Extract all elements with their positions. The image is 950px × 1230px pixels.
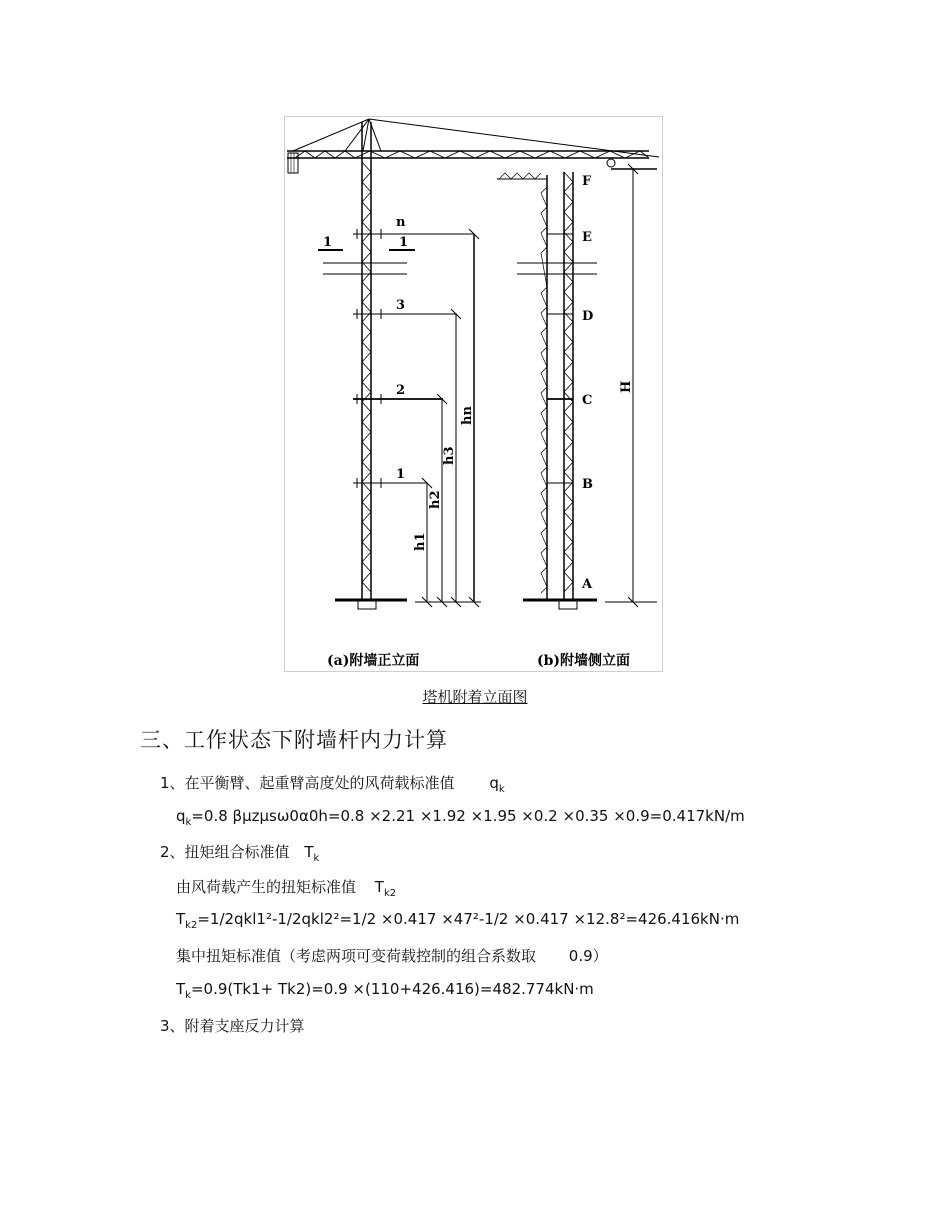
section-title: 三、工作状态下附墙杆内力计算: [140, 728, 448, 752]
label-hn: hn: [460, 406, 475, 425]
label-level-3: 3: [396, 298, 406, 313]
label-H: H: [619, 380, 634, 393]
tower-crane-drawing: [285, 117, 664, 673]
caption-side-elevation: (b)附墙侧立面: [537, 653, 631, 669]
label-section-1-right: 1: [399, 235, 409, 250]
front-elevation-drawing: [287, 119, 659, 609]
label-n: n: [396, 215, 406, 230]
item-2-heading: 2、扭矩组合标准值 $T_k$: [160, 843, 320, 864]
sub-heading-wind-torque: 由风荷载产生的扭矩标准值 $T_{k2}$: [176, 878, 397, 899]
label-level-2: 2: [396, 383, 406, 398]
label-level-1: 1: [396, 467, 406, 482]
concentrated-torque-text: 集中扭矩标准值（考虑两项可变荷载控制的组合系数取 0.9）: [176, 947, 608, 965]
formula-combined-torque: $T_k=0.9(Tk1+ Tk2)=0.9 \times(110+426.416)=482.774kN\cdot m$: [176, 980, 594, 1001]
caption-front-elevation: (a)附墙正立面: [327, 653, 420, 669]
formula-wind-load: $q_k=0.8$ βμzμsω0α0h=0.8 ×2.21 ×1.92 ×1.95 ×0.2 ×0.35 ×0.9=0.417kN/m: [176, 807, 745, 828]
label-A: A: [582, 577, 593, 592]
tower-crane-elevation-figure: [284, 116, 663, 672]
label-D: D: [582, 309, 594, 324]
label-B: B: [582, 477, 593, 492]
label-C: C: [582, 393, 593, 408]
label-h1: h1: [413, 532, 428, 551]
item-3-heading: 3、附着支座反力计算: [160, 1017, 305, 1035]
label-h3: h3: [442, 446, 457, 465]
label-E: E: [582, 230, 592, 245]
figure-caption-text: 塔机附着立面图: [422, 688, 528, 706]
label-F: F: [582, 174, 592, 189]
figure-caption: [0, 686, 950, 707]
item-1-heading: 1、在平衡臂、起重臂高度处的风荷载标准值 $q_k$: [160, 774, 505, 795]
label-section-1-left: 1: [323, 235, 333, 250]
formula-wind-torque: $T_{k2}=1/2qkl1^2-1/2qkl2^2=1/2 \times 0.417 \times 47^2-1/2 \times 0.417 \times 12.8^2=426.416kN\cdot m$: [176, 910, 740, 931]
label-h2: h2: [428, 490, 443, 509]
